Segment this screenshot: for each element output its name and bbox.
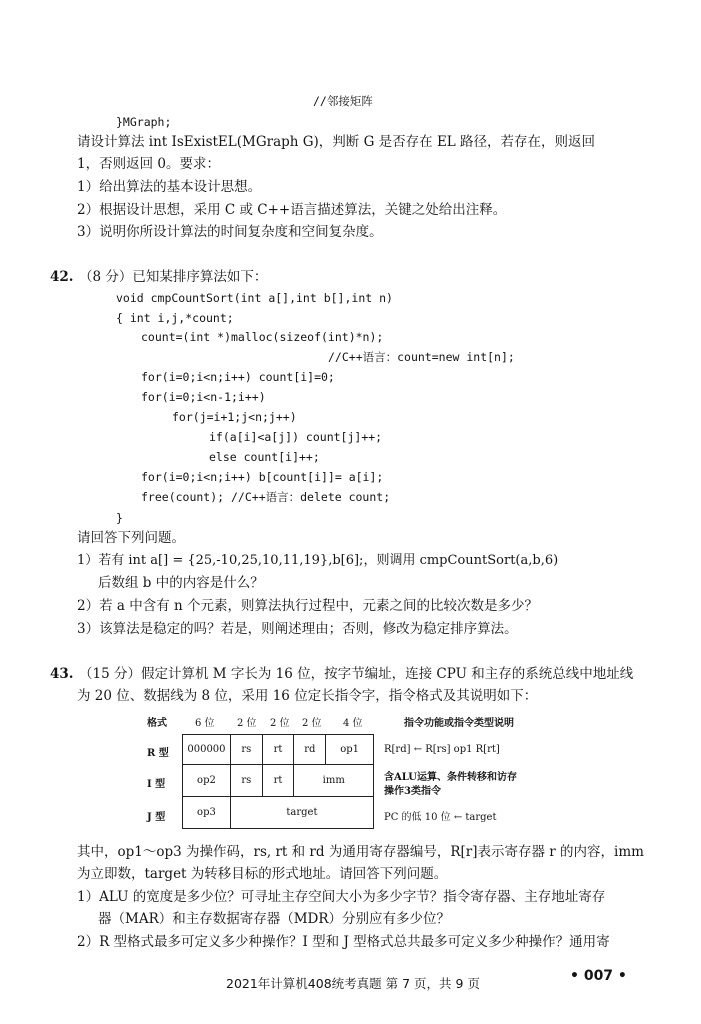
- code-line: void cmpCountSort(int a[],int b[],int n): [116, 291, 393, 305]
- table-row: [183, 735, 374, 765]
- field-cell: imm: [294, 765, 374, 797]
- code-comment-adjacency: //邻接矩阵: [313, 94, 373, 108]
- row-type-j: J 型: [147, 812, 166, 823]
- field-cell: rt: [262, 765, 294, 797]
- page-footer: 2021年计算机408统考真题 第 7 页，共 9 页: [226, 976, 480, 991]
- field-cell: target: [230, 797, 373, 829]
- instruction-format-table: [182, 734, 374, 829]
- q42-number: 42.: [50, 269, 74, 285]
- code-line: //C++语言：count=new int[n];: [328, 350, 515, 364]
- q43-number: 43.: [50, 666, 74, 682]
- field-width-rd: 2 位: [302, 718, 322, 729]
- q43-after-line2: 为立即数，target 为转移目标的形式地址。请回答下列问题。: [77, 866, 448, 882]
- format-desc-header: 指令功能或指令类型说明: [404, 718, 514, 729]
- q41-text-line2: 1，否则返回 0。要求：: [77, 156, 220, 172]
- code-line: else count[i]++;: [209, 450, 320, 464]
- q43-after-line1: 其中，op1～op3 为操作码，rs, rt 和 rd 为通用寄存器编号，R[r]表示寄存器 r 的内容，imm: [77, 844, 644, 860]
- q43-line1: （15 分）假定计算机 M 字长为 16 位，按字节编址，连接 CPU 和主存的系统总线中地址线: [79, 666, 634, 682]
- row-type-r: R 型: [147, 748, 169, 759]
- row-type-i: I 型: [147, 779, 166, 790]
- field-width-rt: 2 位: [270, 718, 290, 729]
- field-width-op: 6 位: [195, 718, 215, 729]
- code-line: }: [116, 511, 123, 525]
- field-cell: op2: [183, 765, 231, 797]
- q43-subquestion-2: 2）R 型格式最多可定义多少种操作？I 型和 J 型格式总共最多可定义多少种操作？通用寄: [77, 934, 610, 950]
- q43-line2: 为 20 位、数据线为 8 位，采用 16 位定长指令字，指令格式及其说明如下：: [77, 688, 538, 704]
- code-line: free(count); //C++语言：delete count;: [141, 490, 391, 504]
- code-line: for(j=i+1;j<n;j++): [172, 410, 297, 424]
- q41-requirement-1: 1）给出算法的基本设计思想。: [77, 179, 262, 195]
- q42-intro: （8 分）已知某排序算法如下：: [79, 269, 268, 285]
- code-line: for(i=0;i<n;i++) b[count[i]]= a[i];: [141, 470, 384, 484]
- field-cell: rt: [262, 735, 294, 765]
- q41-requirement-2: 2）根据设计思想，采用 C 或 C++语言描述算法，关键之处给出注释。: [77, 202, 507, 218]
- page-number: • 007 •: [570, 968, 627, 984]
- q41-requirement-3: 3）说明你所设计算法的时间复杂度和空间复杂度。: [77, 224, 383, 240]
- q43-subquestion-1-cont: 器（MAR）和主存数据寄存器（MDR）分别应有多少位？: [98, 911, 451, 927]
- code-line: if(a[i]<a[j]) count[j]++;: [209, 430, 383, 444]
- table-row: [183, 797, 374, 829]
- row-desc-i-line1: 含ALU运算、条件转移和访存: [384, 772, 517, 783]
- row-desc-i-line2: 操作3类指令: [384, 786, 441, 797]
- field-cell: op1: [326, 735, 374, 765]
- q42-subquestion-1: 1）若有 int a[] = {25,-10,25,10,11,19},b[6];，则调用 cmpCountSort(a,b,6): [77, 553, 559, 568]
- code-line: for(i=0;i<n;i++) count[i]=0;: [141, 370, 335, 384]
- q43-subquestion-1: 1）ALU 的宽度是多少位？可寻址主存空间大小为多少字节？指令寄存器、主存地址寄存: [77, 889, 606, 905]
- q42-subquestion-2: 2）若 a 中含有 n 个元素，则算法执行过程中，元素之间的比较次数是多少？: [77, 598, 538, 614]
- field-cell: op3: [183, 797, 231, 829]
- field-width-func: 4 位: [343, 718, 363, 729]
- field-cell: 000000: [183, 735, 231, 765]
- q42-prompt: 请回答下列问题。: [77, 530, 185, 546]
- q41-text-line1: 请设计算法 int IsExistEL(MGraph G)，判断 G 是否存在 EL 路径，若存在，则返回: [77, 134, 596, 150]
- field-width-rs: 2 位: [237, 718, 257, 729]
- field-cell: rs: [230, 765, 262, 797]
- field-cell: rs: [230, 735, 262, 765]
- format-header-label: 格式: [147, 718, 167, 729]
- code-line: { int i,j,*count;: [116, 311, 234, 325]
- table-row: [183, 765, 374, 797]
- row-desc-j: PC 的低 10 位 ← target: [384, 812, 497, 823]
- q42-subquestion-3: 3）该算法是稳定的吗？若是，则阐述理由；否则，修改为稳定排序算法。: [77, 621, 518, 637]
- code-line: for(i=0;i<n-1;i++): [141, 390, 266, 404]
- code-line: count=(int *)malloc(sizeof(int)*n);: [141, 330, 384, 344]
- row-desc-r: R[rd] ← R[rs] op1 R[rt]: [384, 744, 500, 755]
- code-struct-end: }MGraph;: [116, 115, 172, 129]
- field-cell: rd: [294, 735, 326, 765]
- q42-subquestion-1-cont: 后数组 b 中的内容是什么？: [98, 575, 264, 591]
